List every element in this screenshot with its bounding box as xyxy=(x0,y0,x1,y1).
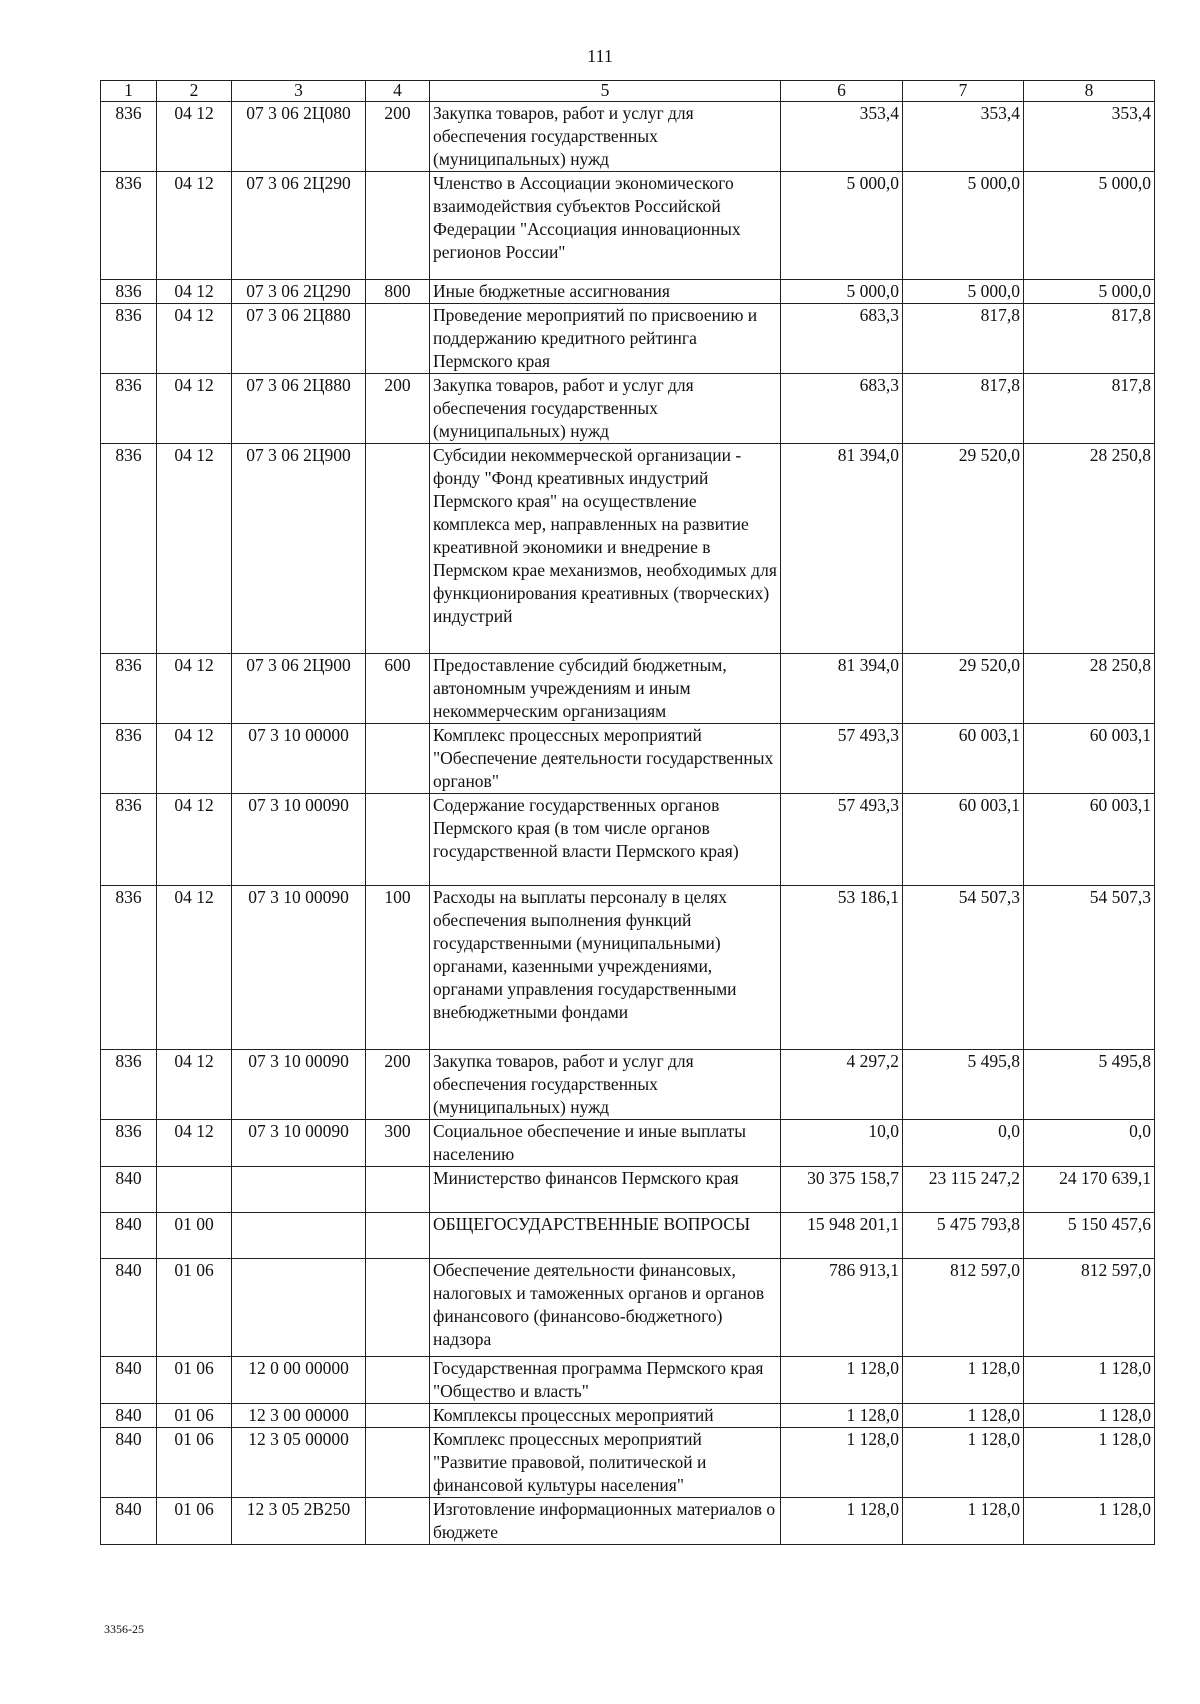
cell-description: Членство в Ассоциации экономического взаимодействия субъектов Российской Федерации "Ассоциация инновационных регионов России" xyxy=(430,172,781,280)
cell-amount-6: 786 913,1 xyxy=(781,1259,903,1357)
table-row xyxy=(101,886,1155,1050)
cell-expense-type xyxy=(366,1259,430,1357)
cell-target-article: 07 3 10 00090 xyxy=(232,886,366,1050)
column-header: 7 xyxy=(903,81,1024,102)
cell-amount-7: 29 520,0 xyxy=(903,654,1024,724)
cell-target-article: 12 3 05 00000 xyxy=(232,1428,366,1498)
cell-amount-6: 15 948 201,1 xyxy=(781,1213,903,1259)
cell-description: Предоставление субсидий бюджетным, автономным учреждениям и иным некоммерческим организациям xyxy=(430,654,781,724)
cell-admin: 836 xyxy=(101,1120,157,1167)
column-header: 1 xyxy=(101,81,157,102)
cell-amount-6: 5 000,0 xyxy=(781,172,903,280)
cell-section: 04 12 xyxy=(157,1050,232,1120)
cell-amount-6: 30 375 158,7 xyxy=(781,1167,903,1213)
cell-amount-8: 5 000,0 xyxy=(1024,172,1155,280)
cell-description: Социальное обеспечение и иные выплаты населению xyxy=(430,1120,781,1167)
cell-expense-type: 200 xyxy=(366,374,430,444)
budget-table xyxy=(100,80,1155,1545)
header-row xyxy=(101,81,1155,102)
cell-amount-6: 81 394,0 xyxy=(781,654,903,724)
cell-amount-6: 1 128,0 xyxy=(781,1498,903,1545)
cell-amount-8: 28 250,8 xyxy=(1024,444,1155,654)
table-row xyxy=(101,1120,1155,1167)
cell-amount-8: 1 128,0 xyxy=(1024,1357,1155,1404)
cell-admin: 840 xyxy=(101,1498,157,1545)
cell-expense-type xyxy=(366,1404,430,1428)
cell-description: Закупка товаров, работ и услуг для обеспечения государственных (муниципальных) нужд xyxy=(430,102,781,172)
cell-amount-6: 5 000,0 xyxy=(781,280,903,304)
cell-description: Иные бюджетные ассигнования xyxy=(430,280,781,304)
cell-admin: 836 xyxy=(101,886,157,1050)
page-number: 111 xyxy=(587,46,613,66)
cell-amount-8: 28 250,8 xyxy=(1024,654,1155,724)
column-header: 6 xyxy=(781,81,903,102)
cell-amount-7: 5 000,0 xyxy=(903,172,1024,280)
cell-description: Комплекс процессных мероприятий "Обеспечение деятельности государственных органов" xyxy=(430,724,781,794)
cell-expense-type xyxy=(366,444,430,654)
cell-amount-7: 60 003,1 xyxy=(903,724,1024,794)
cell-target-article xyxy=(232,1259,366,1357)
cell-target-article: 12 3 00 00000 xyxy=(232,1404,366,1428)
cell-amount-7: 817,8 xyxy=(903,374,1024,444)
cell-amount-6: 1 128,0 xyxy=(781,1357,903,1404)
cell-target-article: 12 0 00 00000 xyxy=(232,1357,366,1404)
cell-target-article: 07 3 06 2Ц290 xyxy=(232,280,366,304)
cell-section: 04 12 xyxy=(157,172,232,280)
cell-section: 04 12 xyxy=(157,102,232,172)
cell-description: Государственная программа Пермского края "Общество и власть" xyxy=(430,1357,781,1404)
cell-amount-8: 5 150 457,6 xyxy=(1024,1213,1155,1259)
table-row xyxy=(101,304,1155,374)
cell-amount-8: 353,4 xyxy=(1024,102,1155,172)
cell-section: 04 12 xyxy=(157,304,232,374)
cell-amount-7: 5 495,8 xyxy=(903,1050,1024,1120)
cell-amount-7: 1 128,0 xyxy=(903,1357,1024,1404)
cell-admin: 836 xyxy=(101,724,157,794)
cell-amount-7: 0,0 xyxy=(903,1120,1024,1167)
cell-admin: 840 xyxy=(101,1404,157,1428)
cell-description: Проведение мероприятий по присвоению и поддержанию кредитного рейтинга Пермского края xyxy=(430,304,781,374)
cell-amount-7: 1 128,0 xyxy=(903,1428,1024,1498)
cell-amount-8: 1 128,0 xyxy=(1024,1404,1155,1428)
table-row xyxy=(101,280,1155,304)
cell-expense-type: 100 xyxy=(366,886,430,1050)
cell-expense-type xyxy=(366,1213,430,1259)
table-row xyxy=(101,794,1155,886)
cell-section xyxy=(157,1167,232,1213)
cell-amount-6: 353,4 xyxy=(781,102,903,172)
cell-admin: 836 xyxy=(101,654,157,724)
cell-admin: 836 xyxy=(101,444,157,654)
table-row xyxy=(101,1404,1155,1428)
cell-section: 01 06 xyxy=(157,1357,232,1404)
cell-amount-8: 24 170 639,1 xyxy=(1024,1167,1155,1213)
cell-expense-type: 600 xyxy=(366,654,430,724)
cell-section: 01 06 xyxy=(157,1259,232,1357)
cell-amount-8: 812 597,0 xyxy=(1024,1259,1155,1357)
cell-target-article: 12 3 05 2В250 xyxy=(232,1498,366,1545)
cell-admin: 840 xyxy=(101,1167,157,1213)
cell-amount-8: 60 003,1 xyxy=(1024,794,1155,886)
cell-target-article: 07 3 06 2Ц900 xyxy=(232,654,366,724)
column-header: 3 xyxy=(232,81,366,102)
cell-amount-7: 353,4 xyxy=(903,102,1024,172)
cell-expense-type xyxy=(366,724,430,794)
cell-target-article: 07 3 06 2Ц290 xyxy=(232,172,366,280)
cell-section: 04 12 xyxy=(157,794,232,886)
cell-amount-6: 53 186,1 xyxy=(781,886,903,1050)
cell-amount-6: 57 493,3 xyxy=(781,794,903,886)
cell-description: ОБЩЕГОСУДАРСТВЕННЫЕ ВОПРОСЫ xyxy=(430,1213,781,1259)
cell-target-article: 07 3 06 2Ц880 xyxy=(232,374,366,444)
table-row xyxy=(101,374,1155,444)
table-header xyxy=(101,81,1155,102)
column-header: 8 xyxy=(1024,81,1155,102)
cell-amount-8: 817,8 xyxy=(1024,304,1155,374)
cell-admin: 840 xyxy=(101,1428,157,1498)
cell-admin: 836 xyxy=(101,172,157,280)
cell-expense-type xyxy=(366,1167,430,1213)
table-row xyxy=(101,1357,1155,1404)
table-row xyxy=(101,724,1155,794)
cell-admin: 836 xyxy=(101,280,157,304)
cell-amount-7: 1 128,0 xyxy=(903,1498,1024,1545)
cell-target-article: 07 3 10 00090 xyxy=(232,794,366,886)
column-header: 5 xyxy=(430,81,781,102)
cell-section: 04 12 xyxy=(157,280,232,304)
cell-expense-type xyxy=(366,794,430,886)
cell-amount-8: 60 003,1 xyxy=(1024,724,1155,794)
cell-amount-8: 0,0 xyxy=(1024,1120,1155,1167)
cell-description: Министерство финансов Пермского края xyxy=(430,1167,781,1213)
cell-admin: 836 xyxy=(101,102,157,172)
cell-description: Субсидии некоммерческой организации - фонду "Фонд креативных индустрий Пермского края" на осуществление комплекса мер, направленных на развитие креативной экономики и внедрение в Пермском крае механизмов, необходимых для функционирования креативных (творческих) индустрий xyxy=(430,444,781,654)
cell-admin: 836 xyxy=(101,1050,157,1120)
cell-amount-6: 683,3 xyxy=(781,374,903,444)
cell-section: 04 12 xyxy=(157,1120,232,1167)
cell-description: Комплексы процессных мероприятий xyxy=(430,1404,781,1428)
cell-section: 04 12 xyxy=(157,374,232,444)
cell-expense-type xyxy=(366,1498,430,1545)
cell-expense-type: 200 xyxy=(366,102,430,172)
cell-amount-8: 1 128,0 xyxy=(1024,1428,1155,1498)
cell-section: 04 12 xyxy=(157,724,232,794)
cell-amount-7: 5 000,0 xyxy=(903,280,1024,304)
cell-section: 04 12 xyxy=(157,444,232,654)
table-row xyxy=(101,102,1155,172)
cell-amount-7: 60 003,1 xyxy=(903,794,1024,886)
column-header: 4 xyxy=(366,81,430,102)
table-row xyxy=(101,172,1155,280)
cell-description: Расходы на выплаты персоналу в целях обеспечения выполнения функций государственными (муниципальными) органами, казенными учреждениями, органами управления государственными внебюджетными фондами xyxy=(430,886,781,1050)
cell-expense-type xyxy=(366,1357,430,1404)
cell-amount-6: 683,3 xyxy=(781,304,903,374)
cell-section: 04 12 xyxy=(157,654,232,724)
cell-expense-type: 300 xyxy=(366,1120,430,1167)
cell-admin: 836 xyxy=(101,304,157,374)
cell-amount-8: 5 495,8 xyxy=(1024,1050,1155,1120)
cell-amount-8: 817,8 xyxy=(1024,374,1155,444)
table-row xyxy=(101,1213,1155,1259)
cell-amount-6: 81 394,0 xyxy=(781,444,903,654)
cell-amount-6: 57 493,3 xyxy=(781,724,903,794)
table-row xyxy=(101,1259,1155,1357)
cell-expense-type xyxy=(366,1428,430,1498)
cell-amount-6: 4 297,2 xyxy=(781,1050,903,1120)
cell-amount-6: 1 128,0 xyxy=(781,1404,903,1428)
cell-amount-7: 5 475 793,8 xyxy=(903,1213,1024,1259)
cell-amount-6: 10,0 xyxy=(781,1120,903,1167)
table-body xyxy=(101,102,1155,1545)
cell-admin: 836 xyxy=(101,374,157,444)
table-row xyxy=(101,1428,1155,1498)
cell-description: Обеспечение деятельности финансовых, налоговых и таможенных органов и органов финансового (финансово-бюджетного) надзора xyxy=(430,1259,781,1357)
cell-target-article: 07 3 06 2Ц900 xyxy=(232,444,366,654)
table-row xyxy=(101,1050,1155,1120)
footer-code: 3356-25 xyxy=(104,1622,144,1636)
cell-section: 04 12 xyxy=(157,886,232,1050)
cell-amount-8: 5 000,0 xyxy=(1024,280,1155,304)
cell-amount-7: 29 520,0 xyxy=(903,444,1024,654)
cell-section: 01 06 xyxy=(157,1428,232,1498)
cell-amount-8: 1 128,0 xyxy=(1024,1498,1155,1545)
cell-expense-type: 800 xyxy=(366,280,430,304)
cell-target-article: 07 3 06 2Ц880 xyxy=(232,304,366,374)
cell-description: Изготовление информационных материалов о бюджете xyxy=(430,1498,781,1545)
table-row xyxy=(101,1167,1155,1213)
table-row xyxy=(101,654,1155,724)
table-row xyxy=(101,1498,1155,1545)
cell-target-article: 07 3 10 00090 xyxy=(232,1120,366,1167)
cell-description: Закупка товаров, работ и услуг для обеспечения государственных (муниципальных) нужд xyxy=(430,374,781,444)
cell-target-article xyxy=(232,1167,366,1213)
cell-admin: 836 xyxy=(101,794,157,886)
cell-section: 01 06 xyxy=(157,1404,232,1428)
cell-description: Комплекс процессных мероприятий "Развитие правовой, политической и финансовой культуры населения" xyxy=(430,1428,781,1498)
cell-expense-type xyxy=(366,304,430,374)
cell-target-article: 07 3 06 2Ц080 xyxy=(232,102,366,172)
table-row xyxy=(101,444,1155,654)
cell-description: Закупка товаров, работ и услуг для обеспечения государственных (муниципальных) нужд xyxy=(430,1050,781,1120)
cell-amount-8: 54 507,3 xyxy=(1024,886,1155,1050)
cell-amount-7: 23 115 247,2 xyxy=(903,1167,1024,1213)
cell-amount-7: 54 507,3 xyxy=(903,886,1024,1050)
cell-admin: 840 xyxy=(101,1213,157,1259)
cell-section: 01 00 xyxy=(157,1213,232,1259)
cell-amount-7: 817,8 xyxy=(903,304,1024,374)
column-header: 2 xyxy=(157,81,232,102)
cell-amount-7: 1 128,0 xyxy=(903,1404,1024,1428)
cell-admin: 840 xyxy=(101,1357,157,1404)
cell-amount-6: 1 128,0 xyxy=(781,1428,903,1498)
cell-section: 01 06 xyxy=(157,1498,232,1545)
cell-expense-type xyxy=(366,172,430,280)
cell-expense-type: 200 xyxy=(366,1050,430,1120)
cell-target-article xyxy=(232,1213,366,1259)
cell-target-article: 07 3 10 00090 xyxy=(232,1050,366,1120)
cell-target-article: 07 3 10 00000 xyxy=(232,724,366,794)
cell-description: Содержание государственных органов Пермского края (в том числе органов государственной власти Пермского края) xyxy=(430,794,781,886)
cell-amount-7: 812 597,0 xyxy=(903,1259,1024,1357)
cell-admin: 840 xyxy=(101,1259,157,1357)
